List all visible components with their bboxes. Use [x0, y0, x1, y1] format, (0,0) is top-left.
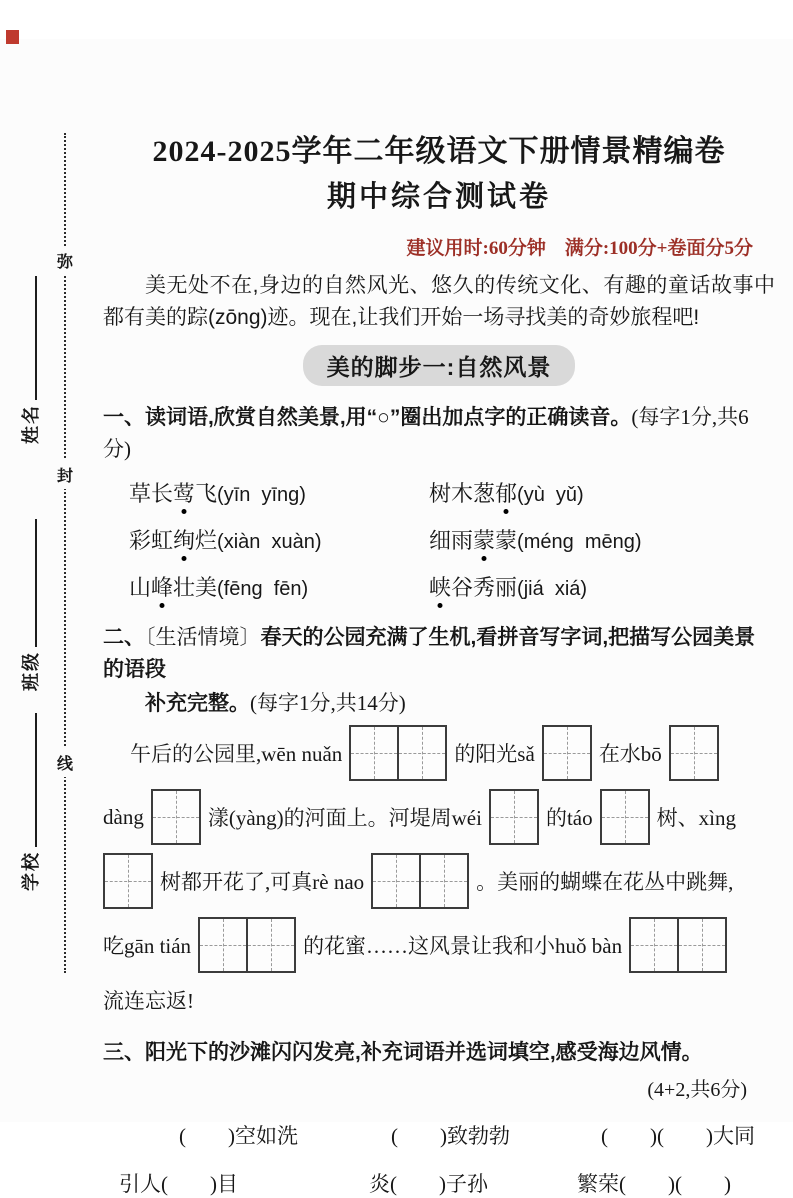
- writing-grid-renao[interactable]: [371, 853, 469, 909]
- q1-item-caozhangyingfei: [129, 477, 429, 508]
- paper-title: 2024-2025学年二年级语文下册情景精编卷: [152, 135, 726, 168]
- q2-line-5: 流连忘返!: [103, 989, 194, 1013]
- grid-cell[interactable]: [544, 727, 590, 779]
- q2-line-3: [103, 849, 775, 913]
- q1-header: [103, 402, 775, 465]
- grid-cell[interactable]: [491, 791, 537, 843]
- q3-score: (4+2,共6分): [647, 1078, 747, 1101]
- word-part: 细雨: [429, 528, 474, 553]
- dotted-char: 莺: [173, 477, 195, 508]
- dotted-char: 峡: [429, 571, 451, 602]
- q2-header-text: 春天的公园充满了生机,看拼音写字词,把描写公园美景的语段: [103, 626, 756, 681]
- q2-text: 午后的公园里,wēn nuǎn: [130, 742, 343, 766]
- grid-cell[interactable]: [671, 727, 717, 779]
- pinyin-options[interactable]: (xiàn xuàn): [217, 531, 322, 553]
- pinyin-options[interactable]: (jiá xiá): [517, 578, 588, 600]
- class-field-group: [16, 519, 44, 691]
- q2-header-line2-text: 补充完整。: [145, 692, 250, 715]
- class-blank-line[interactable]: [23, 519, 37, 647]
- school-label: 学校: [21, 851, 41, 891]
- grid-cell[interactable]: [631, 919, 677, 971]
- grid-cell[interactable]: [153, 791, 199, 843]
- word-part: 彩虹: [129, 528, 174, 553]
- q2-text: 在水bō: [598, 742, 662, 766]
- word-part: 烂: [195, 528, 218, 553]
- writing-grid-dang[interactable]: [151, 789, 201, 845]
- grid-cell[interactable]: [351, 727, 397, 779]
- idiom-blank[interactable]: 炎( )子孙: [369, 1171, 488, 1196]
- grid-cell[interactable]: [419, 855, 467, 907]
- seal-char-mi: 弥: [54, 246, 76, 275]
- idiom-blank[interactable]: ( )致勃勃: [391, 1123, 510, 1148]
- q2-header: [103, 622, 775, 685]
- q1-item-shanfengzhuangmei: [129, 571, 429, 602]
- q2-text: 吃gān tián: [103, 934, 192, 958]
- school-field-group: [16, 713, 44, 891]
- writing-grid-wennuan[interactable]: [349, 725, 447, 781]
- word-part: 壮美: [173, 575, 218, 600]
- word-part: 飞: [195, 481, 218, 506]
- idiom-blank[interactable]: 引人( )目: [119, 1171, 238, 1196]
- dotted-char: 郁: [495, 477, 517, 508]
- time-score-info: 建议用时:60分钟 满分:100分+卷面分5分: [406, 238, 753, 259]
- writing-grid-wei[interactable]: [489, 789, 539, 845]
- q2-line-1: [103, 721, 775, 785]
- word-part: 山: [129, 575, 152, 600]
- q2-text: 树都开花了,可真rè nao: [160, 870, 365, 894]
- school-blank-line[interactable]: [23, 713, 37, 847]
- q2-text: 树、xìng: [656, 806, 736, 830]
- seal-char-xian: 线: [54, 748, 76, 777]
- q2-header-score: (每字1分,共14分): [250, 691, 406, 715]
- q2-line-2: [103, 785, 775, 849]
- q1-item-xiyumengmeng: [429, 524, 775, 555]
- q3-idiom-row-2: [103, 1168, 775, 1198]
- grid-cell[interactable]: [602, 791, 648, 843]
- pinyin-options[interactable]: (méng mēng): [517, 531, 642, 553]
- name-label: 姓名: [21, 404, 41, 444]
- q3-header: 三、阳光下的沙滩闪闪发亮,补充词语并选词填空,感受海边风情。: [103, 1041, 703, 1064]
- writing-grid-sa[interactable]: [542, 725, 592, 781]
- idiom-blank[interactable]: 繁荣( )( ): [577, 1171, 731, 1196]
- paper-subtitle: 期中综合测试卷: [326, 181, 551, 213]
- class-label: 班级: [21, 651, 41, 691]
- grid-cell[interactable]: [246, 919, 294, 971]
- name-blank-line[interactable]: [23, 276, 37, 400]
- seal-char-feng: 封: [54, 460, 76, 489]
- q2-text: dàng: [103, 804, 144, 829]
- name-field-group: [16, 276, 44, 444]
- q2-header-line2: [103, 687, 775, 717]
- grid-cell[interactable]: [105, 855, 151, 907]
- word-part: 蒙: [495, 528, 518, 553]
- section-banner: 美的脚步一:自然风景: [303, 345, 576, 386]
- pinyin-options[interactable]: (yīn yīng): [217, 484, 306, 506]
- content-column: [103, 0, 775, 1198]
- q3-idiom-row-1: [103, 1120, 775, 1150]
- grid-cell[interactable]: [373, 855, 419, 907]
- writing-grid-gantian[interactable]: [198, 917, 296, 973]
- q2-line-4: [103, 913, 775, 977]
- q2-text: 的阳光sǎ: [454, 742, 535, 766]
- idiom-blank[interactable]: ( )空如洗: [179, 1123, 298, 1148]
- q2-text: 漾(yàng)的河面上。河堤周wéi: [207, 806, 482, 830]
- q2-context-tag: 〔生活情境〕: [145, 625, 261, 649]
- dotted-char: 蒙: [473, 524, 495, 555]
- writing-grid-huoban[interactable]: [629, 917, 727, 973]
- idiom-blank[interactable]: ( )( )大同: [601, 1123, 755, 1148]
- word-part: 草长: [129, 481, 174, 506]
- q2-text: 的táo: [545, 806, 593, 830]
- q1-header-text: 一、读词语,欣赏自然美景,用“○”圈出加点字的正确读音。: [103, 406, 632, 429]
- q1-word-list: [103, 477, 775, 602]
- grid-cell[interactable]: [397, 727, 445, 779]
- q2-number: 二、: [103, 626, 145, 649]
- intro-paragraph: 美无处不在,身边的自然风光、悠久的传统文化、有趣的童话故事中都有美的踪(zōng)迹。现在,让我们开始一场寻找美的奇妙旅程吧!: [103, 274, 775, 329]
- q2-text: 的花蜜……这风景让我和小huǒ bàn: [303, 934, 623, 958]
- pinyin-options[interactable]: (yù yǔ): [517, 484, 584, 506]
- dotted-char: 绚: [173, 524, 195, 555]
- grid-cell[interactable]: [677, 919, 725, 971]
- writing-grid-xing[interactable]: [103, 853, 153, 909]
- q1-item-caihongxuanlan: [129, 524, 429, 555]
- word-part: 树木葱: [429, 481, 496, 506]
- q2-text: 。美丽的蝴蝶在花丛中跳舞,: [476, 870, 734, 894]
- grid-cell[interactable]: [200, 919, 246, 971]
- q1-item-shumucongyu: [429, 477, 775, 508]
- writing-grid-tao[interactable]: [600, 789, 650, 845]
- pinyin-options[interactable]: (fēng fēn): [217, 578, 309, 600]
- writing-grid-bo[interactable]: [669, 725, 719, 781]
- section-banner-row: [103, 345, 775, 386]
- q1-header-score: (每字1分,共6分): [103, 405, 749, 461]
- word-part: 谷秀丽: [451, 575, 518, 600]
- q1-item-xiaguxiuli: [429, 571, 775, 602]
- dotted-char: 峰: [151, 571, 173, 602]
- red-corner-mark: [6, 30, 19, 44]
